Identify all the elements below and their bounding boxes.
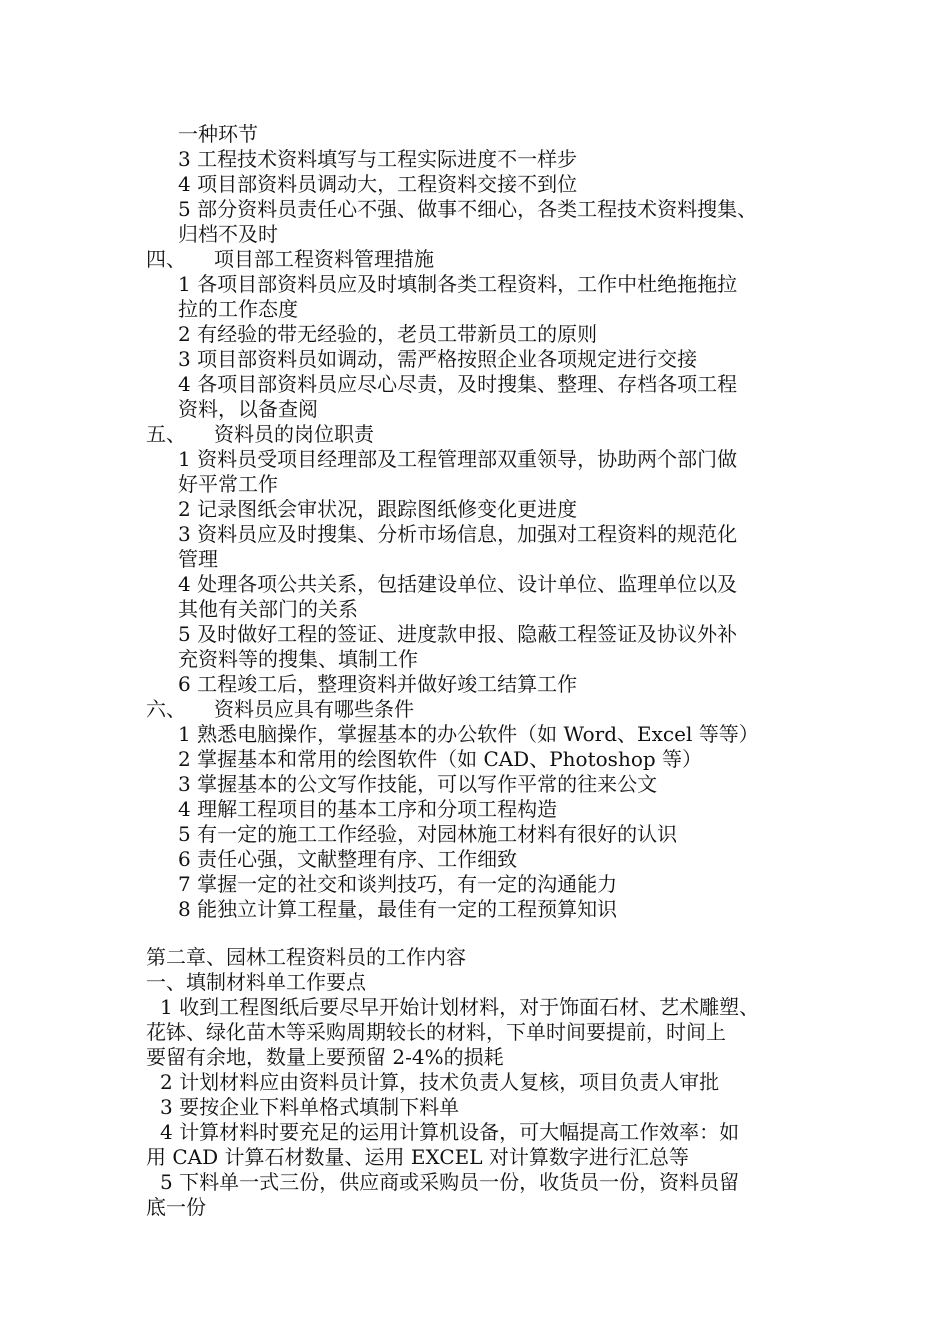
section-line: 7 掌握一定的社交和谈判技巧，有一定的沟通能力 [178,872,618,896]
section-title: 资料员应具有哪些条件 [214,697,414,721]
section-title: 资料员的岗位职责 [214,422,374,446]
section-line: 3 资料员应及时搜集、分析市场信息，加强对工程资料的规范化 [178,522,738,546]
chapter-line: 5 下料单一式三份，供应商或采购员一份，收货员一份，资料员留 [160,1170,740,1194]
section-line: 6 工程竣工后，整理资料并做好竣工结算工作 [178,672,578,696]
section-heading [146,697,414,722]
chapter-subtitle: 一、填制材料单工作要点 [146,970,366,994]
chapter-line: 花钵、绿化苗木等采购周期较长的材料，下单时间要提前，时间上 [146,1020,726,1044]
section-line: 1 各项目部资料员应及时填制各类工程资料，工作中杜绝拖拖拉 [178,272,738,296]
continued-line: 归档不及时 [178,222,278,246]
chapter-line: 1 收到工程图纸后要尽早开始计划材料，对于饰面石材、艺术雕塑、 [160,995,760,1019]
section-line: 5 有一定的施工工作经验，对园林施工材料有很好的认识 [178,822,678,846]
section-line: 2 有经验的带无经验的，老员工带新员工的原则 [178,322,598,346]
continued-line: 一种环节 [178,122,258,146]
section-line: 8 能独立计算工程量，最佳有一定的工程预算知识 [178,897,618,921]
section-line: 3 项目部资料员如调动，需严格按照企业各项规定进行交接 [178,347,698,371]
section-number: 五、 [146,422,186,446]
section-line: 好平常工作 [178,472,278,496]
section-line: 4 各项目部资料员应尽心尽责，及时搜集、整理、存档各项工程 [178,372,738,396]
section-heading [146,247,434,272]
section-line: 1 熟悉电脑操作，掌握基本的办公软件（如 Word、Excel 等等） [178,722,759,746]
section-line: 4 处理各项公共关系，包括建设单位、设计单位、监理单位以及 [178,572,738,596]
continued-line: 3 工程技术资料填写与工程实际进度不一样步 [178,147,578,171]
continued-line: 5 部分资料员责任心不强、做事不细心，各类工程技术资料搜集、 [178,197,758,221]
section-line: 3 掌握基本的公文写作技能，可以写作平常的往来公文 [178,772,658,796]
section-line: 资料，以备查阅 [178,397,318,421]
chapter-line: 底一份 [146,1195,206,1219]
section-line: 1 资料员受项目经理部及工程管理部双重领导，协助两个部门做 [178,447,738,471]
section-line: 拉的工作态度 [178,297,298,321]
chapter-line: 3 要按企业下料单格式填制下料单 [160,1095,460,1119]
section-line: 其他有关部门的关系 [178,597,358,621]
section-title: 项目部工程资料管理措施 [214,247,434,271]
chapter-line: 4 计算材料时要充足的运用计算机设备，可大幅提高工作效率：如 [160,1120,740,1144]
chapter-title: 第二章、园林工程资料员的工作内容 [146,945,466,969]
section-line: 6 责任心强，文献整理有序、工作细致 [178,847,518,871]
section-line: 2 记录图纸会审状况，跟踪图纸修变化更进度 [178,497,578,521]
chapter-line: 用 CAD 计算石材数量、运用 EXCEL 对计算数字进行汇总等 [146,1145,689,1169]
section-number: 六、 [146,697,186,721]
continued-line: 4 项目部资料员调动大，工程资料交接不到位 [178,172,578,196]
chapter-line: 要留有余地，数量上要预留 2-4%的损耗 [146,1045,504,1069]
section-line: 充资料等的搜集、填制工作 [178,647,418,671]
section-number: 四、 [146,247,186,271]
section-heading [146,422,374,447]
section-line: 4 理解工程项目的基本工序和分项工程构造 [178,797,558,821]
section-line: 5 及时做好工程的签证、进度款申报、隐蔽工程签证及协议外补 [178,622,738,646]
section-line: 2 掌握基本和常用的绘图软件（如 CAD、Photoshop 等） [178,747,703,771]
section-line: 管理 [178,547,218,571]
chapter-line: 2 计划材料应由资料员计算，技术负责人复核，项目负责人审批 [160,1070,720,1094]
